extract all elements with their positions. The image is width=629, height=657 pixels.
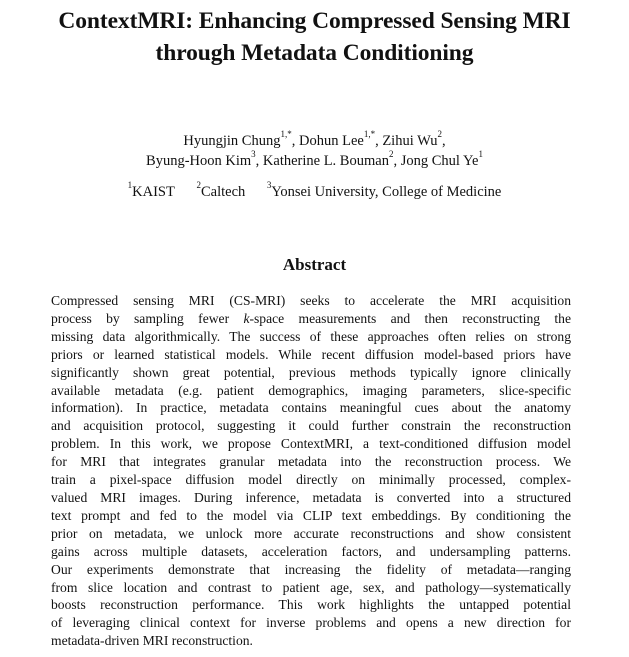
abstract-line: prior on metadata, we unlock more accurate reconstructions and show consistent (51, 525, 571, 541)
abstract-line: metadata-driven MRI reconstruction. (51, 633, 253, 649)
abstract-line: problem. In this work, we propose ContextMRI, a text-conditioned diffusion model (51, 436, 571, 452)
affiliation (266, 180, 502, 200)
abstract-line: boosts reconstruction performance. This work highlights the untapped potential (51, 597, 571, 613)
author-affiliation-mark: 2 (437, 129, 442, 140)
affiliation-mark: 3 (266, 180, 272, 191)
author-affiliation-mark: 3 (251, 149, 256, 160)
abstract-line: valued MRI images. During inference, metadata is converted into a structured (51, 489, 571, 505)
abstract-line: missing data algorithmically. The success of these approaches often relies on strong (51, 328, 571, 344)
abstract-line: significantly shown great potential, previous methods typically ignore clinically (51, 364, 571, 380)
abstract-body (51, 292, 571, 650)
abstract-line: Compressed sensing MRI (CS-MRI) seeks to accelerate the MRI acquisition (51, 293, 571, 308)
author-name: Dohun Lee (298, 133, 364, 149)
affiliation-name: Yonsei University, College of Medicine (271, 184, 502, 200)
affiliation (127, 180, 175, 200)
abstract-line: for MRI that integrates granular metadata into the reconstruction process. We (51, 454, 571, 470)
author-name: Katherine L. Bouman (262, 153, 389, 169)
abstract-heading: Abstract (282, 255, 347, 274)
author-name: Byung-Hoon Kim (146, 153, 252, 169)
author-line: Byung-Hoon Kim$^3$, Katherine L. Bouman$^2$, Jong Chul Ye$^1$ (146, 149, 483, 169)
affiliation-name: Caltech (200, 184, 246, 200)
abstract-line: train a pixel-space diffusion model directly on minimally processed, complex- (51, 472, 571, 488)
paper-title (0, 5, 629, 69)
abstract-line: priors or learned statistical models. While recent diffusion model-based priors have (51, 346, 571, 362)
author-affiliation-mark: 1,* (280, 129, 292, 140)
author-name: Jong Chul Ye (400, 153, 479, 169)
affiliation (196, 180, 246, 200)
abstract-line: from slice location and contrast to patient age, sex, and pathology—systematically (51, 579, 571, 595)
title-line: ContextMRI: Enhancing Compressed Sensing MRI (58, 8, 571, 34)
title-line: through Metadata Conditioning (155, 40, 474, 66)
abstract-line: of leveraging clinical context for inverse problems and opens a new direction for (51, 615, 571, 631)
author-list (0, 131, 629, 171)
author-name: Hyungjin Chung (183, 133, 281, 149)
abstract-line: Our experiments demonstrate that increasing the fidelity of metadata—ranging (51, 561, 571, 577)
abstract-line: text prompt and fed to the model via CLIP text embeddings. By conditioning the (51, 507, 571, 523)
abstract-line: and acquisition protocol, suggesting it could further constrain the reconstruction (51, 418, 571, 434)
affiliation-mark: 2 (196, 180, 201, 191)
affiliation-mark: 1 (127, 180, 133, 191)
author-line: Hyungjin Chung$^{1,*}$, Dohun Lee$^{1,*}$, Zihui Wu$^2$, (183, 129, 446, 149)
abstract-line: information). In practice, metadata contains meaningful cues about the anatomy (51, 400, 571, 416)
abstract-line: process by sampling fewer k-space measurements and then reconstructing the (51, 310, 571, 326)
abstract-line: available metadata (e.g. patient demographics, imaging parameters, slice-specific (51, 382, 571, 398)
abstract-line: gains across multiple datasets, acceleration factors, and undersampling patterns. (51, 543, 571, 559)
author-affiliation-mark: 1 (478, 149, 483, 160)
author-affiliation-mark: 2 (388, 149, 394, 160)
affiliation-list (0, 182, 629, 202)
author-affiliation-mark: 1,* (363, 129, 376, 140)
affiliation-name: KAIST (132, 184, 175, 200)
author-name: Zihui Wu (382, 133, 438, 149)
